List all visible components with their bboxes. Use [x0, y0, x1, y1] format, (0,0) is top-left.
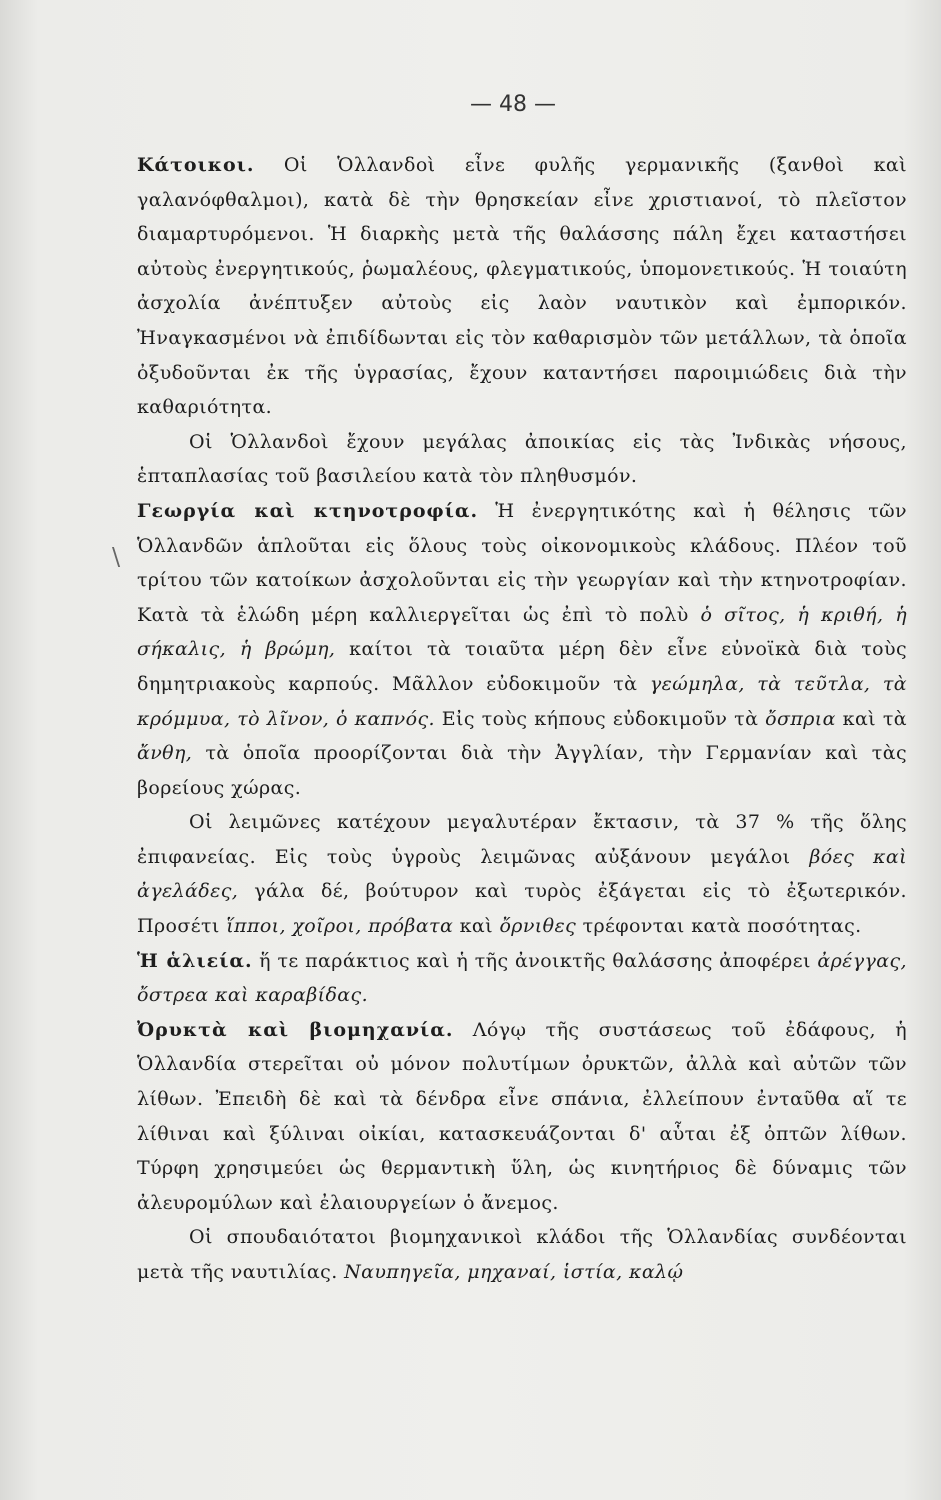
margin-mark: \: [112, 543, 121, 571]
page-number: — 48 —: [470, 92, 556, 117]
section-heading: Ἡ ἁλιεία.: [137, 949, 253, 972]
paragraph-orykta: Ὀρυκτὰ καὶ βιομηχανία. Λόγῳ τῆς συστάσεως τοῦ ἐδάφους, ἡ Ὁλλανδία στερεῖται οὐ μόνον πολυτίμων ὀρυκτῶν, ἀλλὰ καὶ αὐτῶν τῶν λίθων. Ἐπειδὴ δὲ καὶ τὰ δένδρα εἶνε σπάνια, ἐλλείπουν ἐνταῦθα αἵ τε λίθιναι καὶ ξύλιναι οἰκίαι, κατασκευάζονται δ' αὗται ἐξ ὀπτῶν λίθων. Τύρφη χρησιμεύει ὡς θερμαντικὴ ὕλη, ὡς κινητήριος δὲ δύναμις τῶν ἀλευρομύλων καὶ ἐλαιουργείων ὁ ἄνεμος.: [137, 1018, 908, 1214]
paragraph-meadows: Οἱ λειμῶνες κατέχουν μεγαλυτέραν ἔκτασιν, τὰ 37 % τῆς ὅλης ἐπιφανείας. Εἰς τοὺς ὑγροὺς λειμῶνας αὐξάνουν μεγάλοι βόες καὶ ἀγελάδες, γάλα δέ, βούτυρον καὶ τυρὸς ἐξάγεται εἰς τὸ ἐξωτερικόν. Προσέτι ἵπποι, χοῖροι, πρόβατα καὶ ὄρνιθες τρέφονται κατὰ ποσότητας.: [137, 811, 907, 938]
section-heading: Γεωργία καὶ κτηνοτροφία.: [137, 499, 479, 522]
paragraph-industry: Οἱ σπουδαιότατοι βιομηχανικοὶ κλάδοι τῆς Ὁλλανδίας συνδέονται μετὰ τῆς ναυτιλίας. Ναυπηγεῖα, μηχαναί, ἱστία, καλῴ: [137, 1226, 907, 1283]
paragraph-colonies: Οἱ Ὁλλανδοὶ ἔχουν μεγάλας ἀποικίας εἰς τὰς Ἰνδικὰς νήσους, ἑπταπλασίας τοῦ βασιλείου κατὰ τὸν πληθυσμόν.: [137, 430, 907, 488]
section-heading: Ὀρυκτὰ καὶ βιομηχανία.: [137, 1018, 454, 1041]
paragraph-georgia: Γεωργία καὶ κτηνοτροφία. Ἡ ἐνεργητικότης καὶ ἡ θέλησις τῶν Ὁλλανδῶν ἁπλοῦται εἰς ὅλους τοὺς οἰκονομικοὺς κλάδους. Πλέον τοῦ τρίτου τῶν κατοίκων ἀσχολοῦνται εἰς τὴν γεωργίαν καὶ τὴν κτηνοτροφίαν. Κατὰ τὰ ἑλώδη μέρη καλλιεργεῖται ὡς ἐπὶ τὸ πολὺ ὁ σῖτος, ἡ κριθή, ἡ σήκαλις, ἡ βρώμη, καίτοι τὰ τοιαῦτα μέρη δὲν εἶνε εὐνοϊκὰ διὰ τοὺς δημητριακοὺς καρπούς. Μᾶλλον εὐδοκιμοῦν τὰ γεώμηλα, τὰ τεῦτλα, τὰ κρόμμυα, τὸ λῖνον, ὁ καπνός. Εἰς τοὺς κήπους εὐδοκιμοῦν τὰ ὄσπρια καὶ τὰ ἄνθη, τὰ ὁποῖα προορίζονται διὰ τὴν Ἀγγλίαν, τὴν Γερμανίαν καὶ τὰς βορείους χώρας.: [137, 499, 908, 799]
paragraph-katoikoi: Κάτοικοι. Οἱ Ὁλλανδοὶ εἶνε φυλῆς γερμανικῆς (ξανθοὶ καὶ γαλανόφθαλμοι), κατὰ δὲ τὴν θρησκείαν εἶνε χριστιανοί, τὸ πλεῖστον διαμαρτυρόμενοι. Ἡ διαρκὴς μετὰ τῆς θαλάσσης πάλη ἔχει καταστήσει αὐτοὺς ἐνεργητικούς, ῥωμαλέους, φλεγματικούς, ὑπομονετικούς. Ἡ τοιαύτη ἀσχολία ἀνέπτυξεν αὐτοὺς εἰς λαὸν ναυτικὸν καὶ ἐμπορικόν. Ἠναγκασμένοι νὰ ἐπιδίδωνται εἰς τὸν καθαρισμὸν τῶν μετάλλων, τὰ ὁποῖα ὀξυδοῦνται ἐκ τῆς ὑγρασίας, ἔχουν καταντήσει παροιμιώδεις διὰ τὴν καθαριότητα.: [137, 154, 907, 419]
paragraph-alieia: Ἡ ἁλιεία. ἥ τε παράκτιος καὶ ἡ τῆς ἀνοικτῆς θαλάσσης ἀποφέρει ἀρέγγας, ὄστρεα καὶ καραβίδας.: [137, 949, 907, 1007]
section-heading: Κάτοικοι.: [137, 154, 255, 176]
body-text: [137, 148, 907, 1290]
